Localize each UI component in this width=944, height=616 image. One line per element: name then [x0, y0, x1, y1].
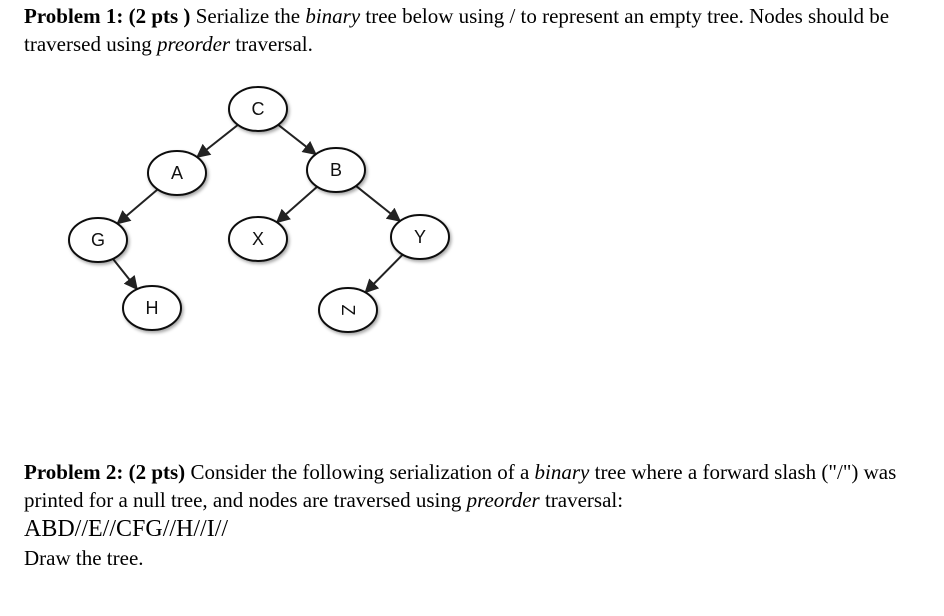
problem-1-text-a: Serialize the: [190, 4, 306, 28]
problem-2-text-c: traversal:: [539, 488, 624, 512]
tree-node-label: A: [170, 163, 184, 183]
problem-1-text-c: traversal.: [230, 32, 313, 56]
problem-2-label: Problem 2:: [24, 460, 124, 484]
tree-node-label: G: [90, 230, 106, 250]
tree-node-a: [148, 151, 206, 195]
problem-2-text-a: Consider the following serialization of a: [185, 460, 535, 484]
problem-2-points: (2 pts): [128, 460, 186, 484]
tree-node-label: Y: [413, 227, 427, 247]
edge-g-h: [113, 259, 137, 289]
tree-node-b: [307, 148, 365, 192]
problem-1-label: Problem 1:: [24, 4, 124, 28]
tree-node-x: [229, 217, 287, 261]
tree-node-label: Z: [338, 304, 358, 316]
serialization-string: ABD//E//CFG//H//I//: [24, 516, 229, 542]
problem-1-emph-binary: binary: [305, 4, 361, 28]
problem-1-points: (2 pts ): [128, 4, 191, 28]
edge-y-z: [365, 255, 402, 293]
edge-a-g: [117, 189, 157, 223]
tree-node-h: [123, 286, 181, 330]
edge-c-a: [197, 125, 238, 157]
tree-node-c: [229, 87, 287, 131]
tree-node-g: [69, 218, 127, 262]
problem-1-emph-preorder: preorder: [156, 32, 231, 56]
tree-node-label: C: [251, 99, 265, 119]
tree-node-z: [319, 288, 377, 332]
edge-b-y: [356, 186, 400, 221]
problem-2-text-b: tree where a forward slash ("/") was printed for a null tree, and nodes are traversed using: [24, 460, 897, 512]
tree-node-label: B: [329, 160, 343, 180]
edge-b-x: [277, 187, 317, 223]
problem-2-emph-binary: binary: [534, 460, 590, 484]
tree-node-label: H: [145, 298, 159, 318]
edge-c-b: [278, 125, 316, 154]
tree-node-label: X: [251, 229, 265, 249]
problem-2-emph-preorder: preorder: [466, 488, 540, 512]
problem-2-text: [24, 458, 924, 514]
problem-1-text-b: tree below using / to represent an empty tree. Nodes should be traversed using: [24, 4, 890, 56]
tree-node-y: [391, 215, 449, 259]
draw-instruction: Draw the tree.: [24, 546, 144, 570]
